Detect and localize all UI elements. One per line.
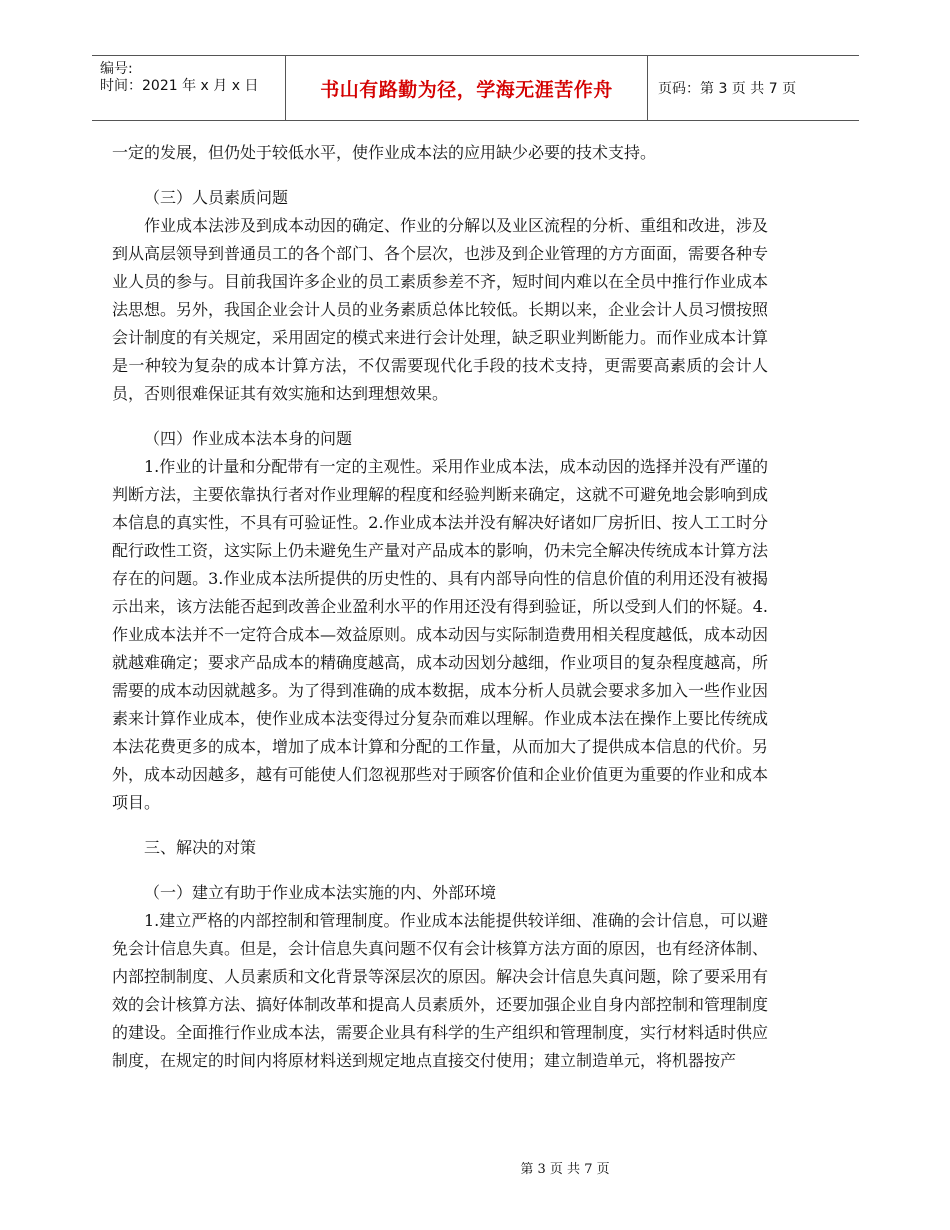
section-heading: 三、解决的对策 xyxy=(144,838,257,857)
page-footer: 第 3 页 共 7 页 xyxy=(520,1162,610,1177)
page-header xyxy=(92,55,859,121)
paragraph: 1.作业的计量和分配带有一定的主观性。采用作业成本法，成本动因的选择并没有严谨的判断方法，主要依靠执行者对作业理解的程度和经验判断来确定，这就不可避免地会影响到成本信息的真实性，不具有可验证性。2.作业成本法并没有解决好诸如厂房折旧、按人工工时分配行政性工资，这实际上仍未避免生产量对产品成本的影响，仍未完全解决传统成本计算方法存在的问题。3.作业成本法所提供的历史性的、具有内部导向性的信息价值的利用还没有被揭示出来，该方法能否起到改善企业盈利水平的作用还没有得到验证，所以受到人们的怀疑。4.作业成本法并不一定符合成本—效益原则。成本动因与实际制造费用相关程度越低，成本动因就越难确定；要求产品成本的精确度越高，成本动因划分越细，作业项目的复杂程度越高，所需要的成本动因就越多。为了得到准确的成本数据，成本分析人员就会要求多加入一些作业因素来计算作业成本，使作业成本法变得过分复杂而难以理解。作业成本法在操作上要比传统成本法花费更多的成本，增加了成本计算和分配的工作量，从而加大了提供成本信息的代价。另外，成本动因越多，越有可能使人们忽视那些对于顾客价值和企业价值更为重要的作业和成本项目。 xyxy=(112,457,769,812)
document-date: 时间：2021 年 x 月 x 日 xyxy=(100,78,259,94)
paragraph: 作业成本法涉及到成本动因的确定、作业的分解以及业区流程的分析、重组和改进，涉及到从高层领导到普通员工的各个部门、各个层次，也涉及到企业管理的方方面面，需要各种专业人员的参与。目前我国许多企业的员工素质参差不齐，短时间内难以在全员中推行作业成本法思想。另外，我国企业会计人员的业务素质总体比较低。长期以来，企业会计人员习惯按照会计制度的有关规定，采用固定的模式来进行会计处理，缺乏职业判断能力。而作业成本计算是一种较为复杂的成本计算方法，不仅需要现代化手段的技术支持，更需要高素质的会计人员，否则很难保证其有效实施和达到理想效果。 xyxy=(112,216,769,403)
section-heading: （三）人员素质问题 xyxy=(144,188,289,207)
document-number-label: 编号: xyxy=(100,61,133,77)
document-body xyxy=(112,139,768,1075)
header-meta xyxy=(92,56,286,120)
paragraph: 一定的发展，但仍处于较低水平，使作业成本法的应用缺少必要的技术支持。 xyxy=(112,143,657,162)
header-motto: 书山有路勤为径，学海无涯苦作舟 xyxy=(286,56,648,120)
paragraph: 1.建立严格的内部控制和管理制度。作业成本法能提供较详细、准确的会计信息，可以避免会计信息失真。但是，会计信息失真问题不仅有会计核算方法方面的原因，也有经济体制、内部控制制度、人员素质和文化背景等深层次的原因。解决会计信息失真问题，除了要采用有效的会计核算方法、搞好体制改革和提高人员素质外，还要加强企业自身内部控制和管理制度的建设。全面推行作业成本法，需要企业具有科学的生产组织和管理制度，实行材料适时供应制度，在规定的时间内将原材料送到规定地点直接交付使用；建立制造单元，将机器按产 xyxy=(112,911,769,1070)
header-page-info: 页码：第 3 页 共 7 页 xyxy=(658,81,797,97)
section-heading: （四）作业成本法本身的问题 xyxy=(144,429,353,448)
section-heading: （一）建立有助于作业成本法实施的内、外部环境 xyxy=(144,883,497,902)
